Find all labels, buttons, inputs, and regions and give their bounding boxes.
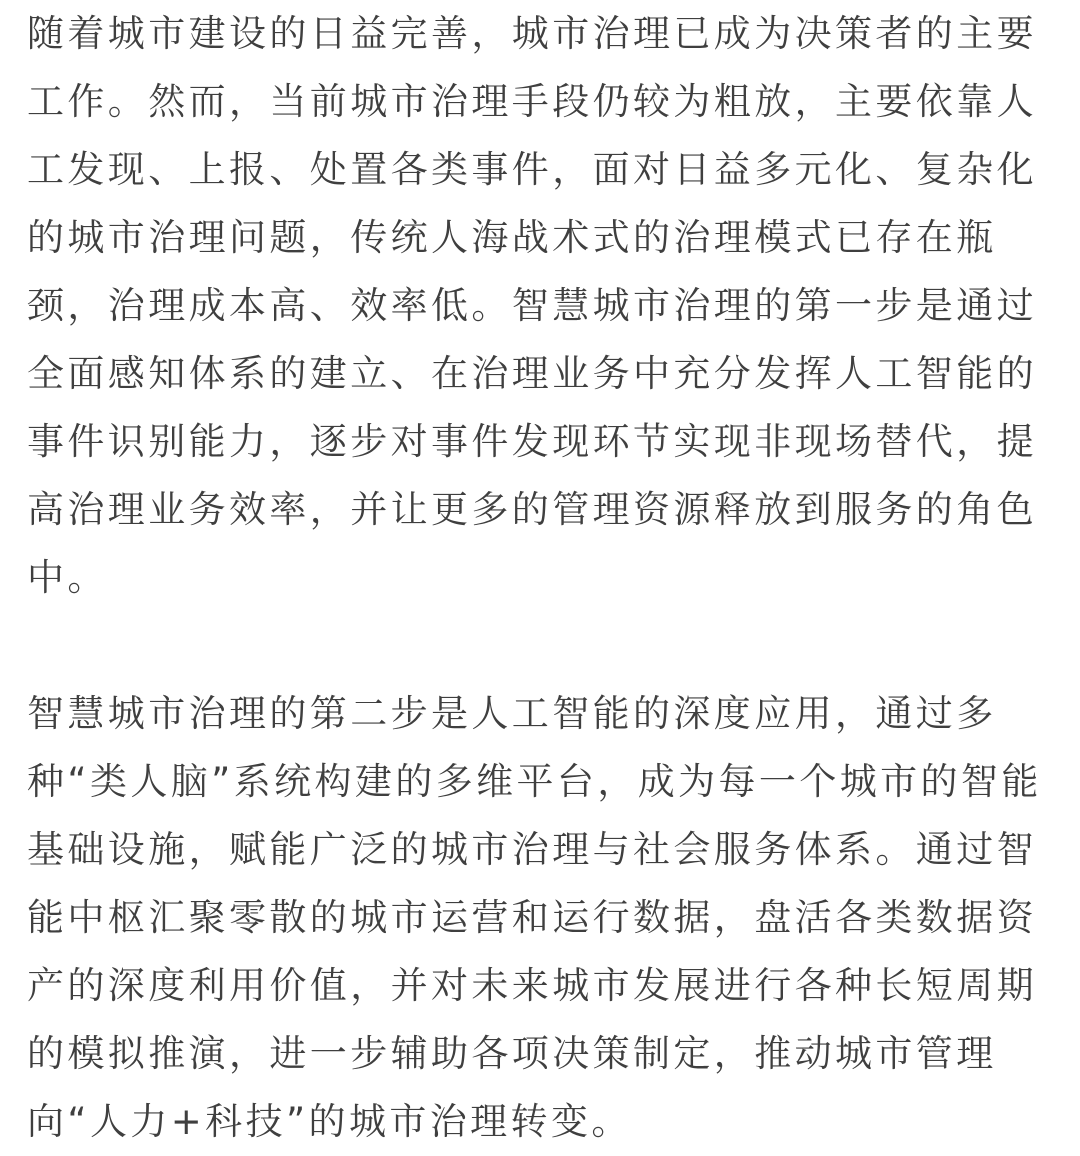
text-line: 随着城市建设的日益完善，城市治理已成为决策者的主要 <box>27 12 1037 55</box>
text-line: 基础设施，赋能广泛的城市治理与社会服务体系。通过智 <box>27 828 1037 871</box>
paragraph-1 <box>27 0 1057 612</box>
text-line: 产的深度利用价值，并对未来城市发展进行各种长短周期 <box>27 964 1037 1007</box>
paragraph-2 <box>27 680 1057 1156</box>
text-line: 智慧城市治理的第二步是人工智能的深度应用，通过多 <box>27 692 997 735</box>
text-line: 工作。然而，当前城市治理手段仍较为粗放，主要依靠人 <box>27 80 1037 123</box>
text-line: 颈，治理成本高、效率低。智慧城市治理的第一步是通过 <box>27 284 1037 327</box>
text-line: 高治理业务效率，并让更多的管理资源释放到服务的角色 <box>27 488 1037 531</box>
text-line: 种“类人脑”系统构建的多维平台，成为每一个城市的智能 <box>27 760 1042 803</box>
text-line: 全面感知体系的建立、在治理业务中充分发挥人工智能的 <box>27 352 1037 395</box>
text-line: 向“人力+科技”的城市治理转变。 <box>27 1100 632 1143</box>
text-line: 能中枢汇聚零散的城市运营和运行数据，盘活各类数据资 <box>27 896 1037 939</box>
text-line: 的城市治理问题，传统人海战术式的治理模式已存在瓶 <box>27 216 997 259</box>
paragraph-spacer <box>27 612 1057 680</box>
article-body <box>27 0 1057 1156</box>
text-line: 工发现、上报、处置各类事件，面对日益多元化、复杂化 <box>27 148 1037 191</box>
text-line: 的模拟推演，进一步辅助各项决策制定，推动城市管理 <box>27 1032 997 1075</box>
text-line: 中。 <box>27 556 108 599</box>
text-line: 事件识别能力，逐步对事件发现环节实现非现场替代，提 <box>27 420 1037 463</box>
